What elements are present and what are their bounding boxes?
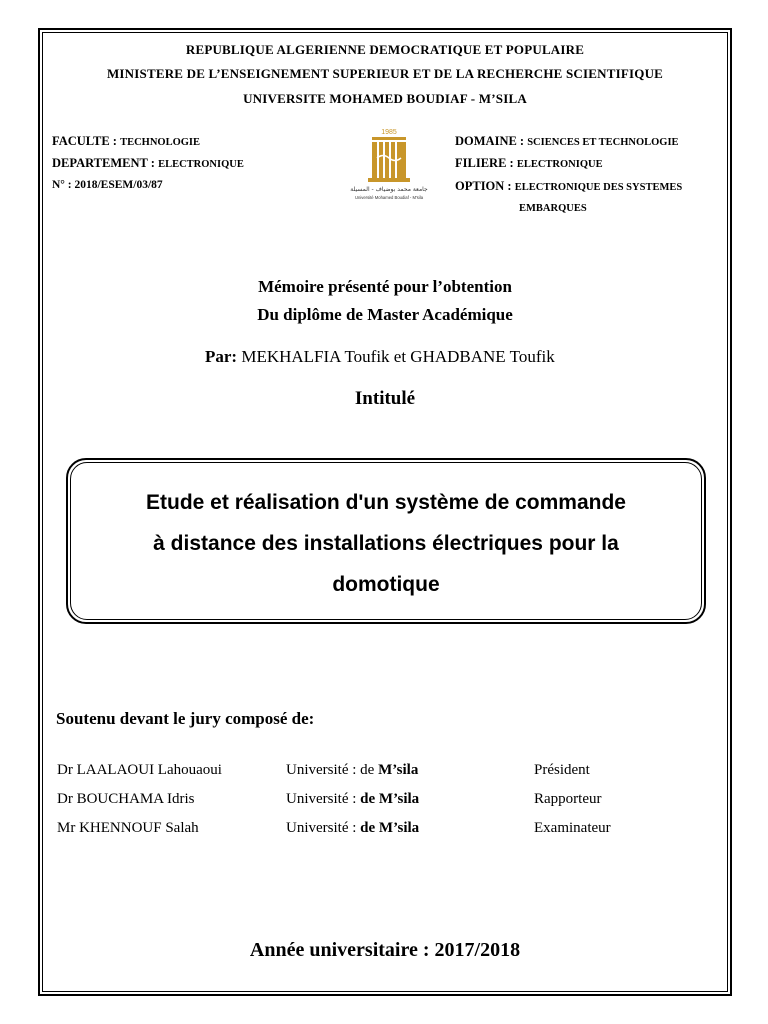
option-value-2: EMBARQUES xyxy=(519,203,587,214)
jury-row xyxy=(0,791,768,811)
logo-arabic: جامعة محمد بوضياف - المسيلة xyxy=(350,186,428,193)
header-republic: REPUBLIQUE ALGERIENNE DEMOCRATIQUE ET POPULAIRE xyxy=(185,42,585,57)
memoire-line: Mémoire présenté pour l’obtention xyxy=(258,277,512,296)
authors-line xyxy=(205,347,555,367)
academic-year: Année universitaire : 2017/2018 xyxy=(249,939,521,961)
filiere-label: FILIERE : xyxy=(455,156,517,170)
domaine-label: DOMAINE : xyxy=(455,134,528,148)
header-university: UNIVERSITE MOHAMED BOUDIAF - M’SILA xyxy=(243,91,527,106)
numero-line: N° : 2018/ESEM/03/87 xyxy=(52,179,163,191)
jury-member-name: Dr BOUCHAMA Idris xyxy=(57,791,195,807)
option-line-2 xyxy=(519,200,587,215)
jury-row xyxy=(0,820,768,840)
domaine-line xyxy=(455,134,679,149)
domaine-value: SCIENCES ET TECHNOLOGIE xyxy=(527,137,679,148)
faculte-value: TECHNOLOGIE xyxy=(120,137,201,148)
title-line-3: domotique xyxy=(332,573,440,596)
logo-latin: Université Mohamed Boudiaf - M'sila xyxy=(354,195,424,200)
jury-member-university: Université : de M’sila xyxy=(286,791,420,807)
faculte-line xyxy=(52,134,200,149)
jury-member-role: Rapporteur xyxy=(534,791,602,807)
title-line-2: à distance des installations électriques pour la xyxy=(153,532,619,555)
intitule-heading: Intitulé xyxy=(354,388,416,409)
jury-member-name: Mr KHENNOUF Salah xyxy=(57,820,199,836)
option-line xyxy=(455,179,682,194)
header-ministry: MINISTERE DE L’ENSEIGNEMENT SUPERIEUR ET DE LA RECHERCHE SCIENTIFIQUE xyxy=(106,66,664,81)
jury-member-role: Président xyxy=(534,762,590,778)
title-line-1: Etude et réalisation d'un système de commande xyxy=(146,491,626,514)
university-logo xyxy=(334,124,444,204)
thesis-title xyxy=(76,482,696,605)
jury-member-name: Dr LAALAOUI Lahouaoui xyxy=(57,762,222,778)
authors-names: MEKHALFIA Toufik et GHADBANE Toufik xyxy=(237,347,555,366)
departement-label: DEPARTEMENT : xyxy=(52,156,159,170)
filiere-value: ELECTRONIQUE xyxy=(516,159,603,170)
option-label: OPTION : xyxy=(455,179,515,193)
departement-value: ELECTRONIQUE xyxy=(158,159,244,170)
par-label: Par: xyxy=(205,347,238,366)
logo-year: 1985 xyxy=(381,129,397,136)
option-value: ELECTRONIQUE DES SYSTEMES xyxy=(514,182,683,193)
jury-member-university: Université : de M’sila xyxy=(286,762,419,778)
jury-member-university: Université : de M’sila xyxy=(286,820,420,836)
departement-line xyxy=(52,156,244,171)
faculte-label: FACULTE : xyxy=(52,134,121,148)
jury-member-role: Examinateur xyxy=(534,820,611,836)
filiere-line xyxy=(455,156,603,171)
jury-row xyxy=(0,762,768,782)
diplome-line: Du diplôme de Master Académique xyxy=(257,305,513,324)
jury-heading: Soutenu devant le jury composé de: xyxy=(56,709,315,728)
